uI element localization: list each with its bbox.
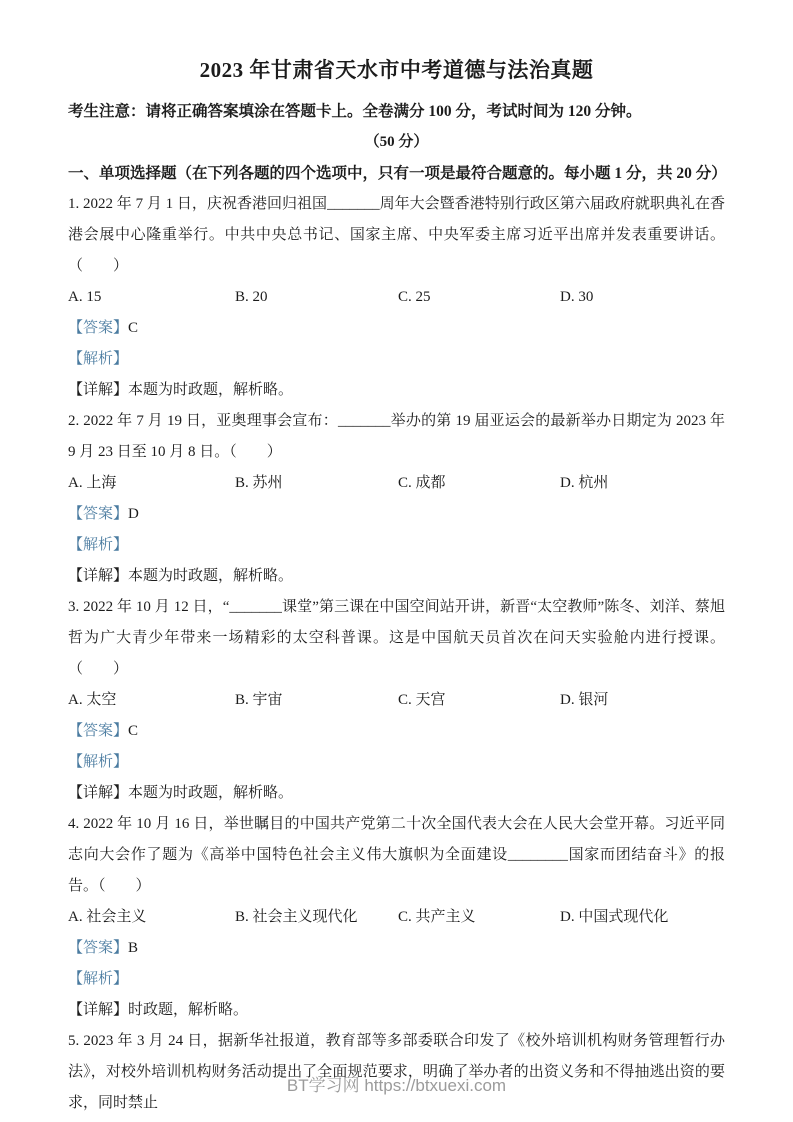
- exam-notice: 考生注意：请将正确答案填涂在答题卡上。全卷满分 100 分，考试时间为 120 分钟。: [68, 103, 642, 120]
- question-1: [68, 189, 725, 406]
- question-4-stem: 4. 2022 年 10 月 16 日，举世瞩目的中国共产党第二十次全国代表大会在人民大会堂开幕。习近平同志向大会作了题为《高举中国特色社会主义伟大旗帜为全面建设________国家而团结奋斗》的报告。（ ）: [68, 816, 725, 894]
- question-3: [68, 592, 725, 809]
- question-3-option-d: D. 银河: [560, 692, 609, 708]
- analysis-label: 【解析】: [68, 537, 129, 553]
- question-2-analysis-line: [68, 530, 725, 561]
- question-1-option-c: C. 25: [398, 289, 431, 305]
- question-2-answer-line: [68, 499, 725, 530]
- question-2-detail-text: 本题为时政题，解析略。: [128, 568, 294, 584]
- question-3-answer-line: [68, 716, 725, 747]
- answer-label: 【答案】: [68, 940, 129, 956]
- question-3-detail-line: [68, 778, 725, 809]
- question-2-option-c: C. 成都: [398, 475, 446, 491]
- question-1-detail-line: [68, 375, 725, 406]
- answer-label: 【答案】: [68, 506, 129, 522]
- question-2-stem: 2. 2022 年 7 月 19 日，亚奥理事会宣布：_______举办的第 19 届亚运会的最新举办日期定为 2023 年 9 月 23 日至 10 月 8 日。（ ）: [68, 413, 725, 460]
- question-1-option-b: B. 20: [235, 289, 268, 305]
- question-2: [68, 406, 725, 592]
- question-2-option-a: A. 上海: [68, 475, 117, 491]
- question-3-options: [68, 685, 725, 716]
- question-4-detail-text: 时政题，解析略。: [128, 1002, 249, 1018]
- question-3-stem: 3. 2022 年 10 月 12 日，“_______课堂”第三课在中国空间站开讲，新晋“太空教师”陈冬、刘洋、蔡旭哲为广大青少年带来一场精彩的太空科普课。这是中国航天员首次在问天实验舱内进行授课。（ ）: [68, 599, 725, 677]
- score-line: （50 分）: [364, 134, 429, 150]
- question-2-detail-line: [68, 561, 725, 592]
- question-1-stem: 1. 2022 年 7 月 1 日，庆祝香港回归祖国_______周年大会暨香港特别行政区第六届政府就职典礼在香港会展中心隆重举行。中共中央总书记、国家主席、中央军委主席习近平出席并发表重要讲话。（ ）: [68, 196, 725, 274]
- analysis-label: 【解析】: [68, 971, 129, 987]
- question-1-answer-line: [68, 313, 725, 344]
- page-title: 2023 年甘肃省天水市中考道德与法治真题: [199, 58, 594, 82]
- question-2-option-b: B. 苏州: [235, 475, 283, 491]
- question-4-option-c: C. 共产主义: [398, 909, 476, 925]
- detail-label: 【详解】: [68, 785, 129, 801]
- question-2-options: [68, 468, 725, 499]
- question-1-options: [68, 282, 725, 313]
- question-4-option-b: B. 社会主义现代化: [235, 909, 358, 925]
- question-3-option-b: B. 宇宙: [235, 692, 283, 708]
- question-4-option-d: D. 中国式现代化: [560, 909, 669, 925]
- question-4-option-a: A. 社会主义: [68, 909, 147, 925]
- question-4-answer-value: B: [128, 940, 139, 956]
- question-1-analysis-line: [68, 344, 725, 375]
- analysis-label: 【解析】: [68, 754, 129, 770]
- section-heading: 一、单项选择题（在下列各题的四个选项中，只有一项是最符合题意的。每小题 1 分，共 20 分）: [68, 165, 727, 182]
- question-3-option-a: A. 太空: [68, 692, 117, 708]
- answer-label: 【答案】: [68, 723, 129, 739]
- question-2-answer-value: D: [128, 506, 139, 522]
- question-1-answer-value: C: [128, 320, 139, 336]
- question-4-detail-line: [68, 995, 725, 1026]
- question-3-answer-value: C: [128, 723, 139, 739]
- question-4-analysis-line: [68, 964, 725, 995]
- answer-label: 【答案】: [68, 320, 129, 336]
- question-2-option-d: D. 杭州: [560, 475, 609, 491]
- question-1-option-a: A. 15: [68, 289, 102, 305]
- question-1-detail-text: 本题为时政题，解析略。: [128, 382, 294, 398]
- question-4: [68, 809, 725, 1026]
- question-1-option-d: D. 30: [560, 289, 594, 305]
- question-3-analysis-line: [68, 747, 725, 778]
- detail-label: 【详解】: [68, 1002, 129, 1018]
- question-4-answer-line: [68, 933, 725, 964]
- question-5-stem: 5. 2023 年 3 月 24 日，据新华社报道，教育部等多部委联合印发了《校外培训机构财务管理暂行办法》，对校外培训机构财务活动提出了全面规范要求，明确了举办者的出资义务和不得抽逃出资的要求，同时禁止: [68, 1033, 725, 1111]
- question-4-options: [68, 902, 725, 933]
- analysis-label: 【解析】: [68, 351, 129, 367]
- watermark-footer: BT学习网 https://btxuexi.com: [286, 1076, 507, 1095]
- detail-label: 【详解】: [68, 568, 129, 584]
- question-3-option-c: C. 天宫: [398, 692, 446, 708]
- question-3-detail-text: 本题为时政题，解析略。: [128, 785, 294, 801]
- detail-label: 【详解】: [68, 382, 129, 398]
